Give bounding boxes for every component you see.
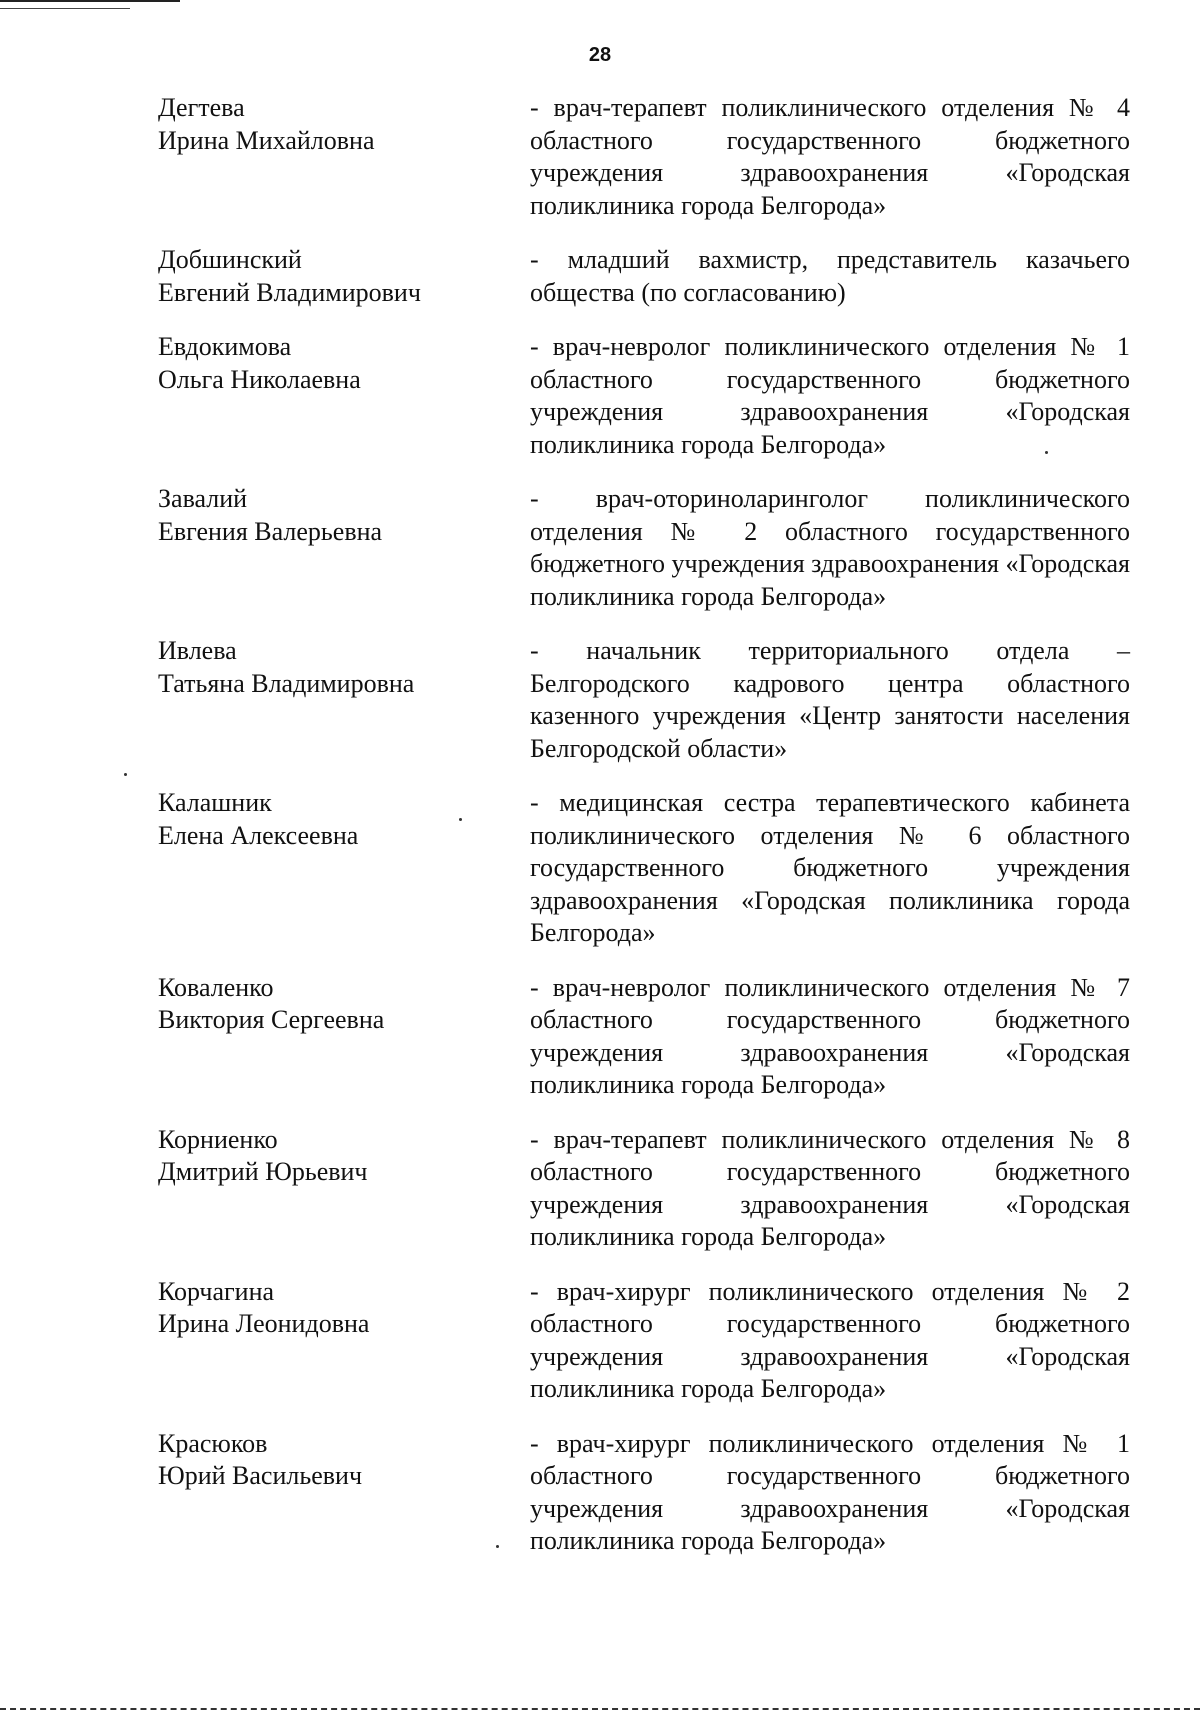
person-name (158, 1428, 528, 1558)
given-names: Татьяна Владимировна (158, 668, 415, 698)
person-name (158, 92, 528, 222)
person-name (158, 244, 528, 309)
scan-speck (496, 1545, 499, 1548)
scan-artifact-bottom-line (0, 1708, 1200, 1710)
given-names: Евгения Валерьевна (158, 516, 383, 546)
given-names: Ольга Николаевна (158, 364, 361, 394)
list-item (158, 1124, 1134, 1254)
position-description: - врач-хирург поликлинического отделения № 2 областного государственного бюджетного учреждения здравоохранения «Городская поликлиника города Белгорода» (530, 1276, 1130, 1403)
list-item (158, 1276, 1134, 1406)
person-name (158, 635, 528, 765)
surname: Калашник (158, 788, 272, 817)
position-description: - медицинская сестра терапевтического кабинета поликлинического отделения № 6 областного государственного бюджетного учреждения здравоохранения «Городская поликлиника города Белгорода» (530, 788, 1130, 947)
list-item (158, 972, 1134, 1102)
position-description: - врач-оториноларинголог поликлинического отделения № 2 областного государственного бюджетного учреждения здравоохранения «Городская поликлиника города Белгорода» (530, 484, 1130, 611)
page-number: 28 (588, 44, 612, 66)
scan-artifact-top-line (0, 0, 180, 2)
list-item (158, 244, 1134, 309)
person-name (158, 1276, 528, 1406)
person-name (158, 787, 528, 950)
position-description: - врач-хирург поликлинического отделения № 1 областного государственного бюджетного учреждения здравоохранения «Городская поликлиника города Белгорода» (530, 1428, 1130, 1555)
surname: Завалий (158, 484, 248, 513)
surname: Дегтева (158, 93, 245, 122)
person-name (158, 1124, 528, 1254)
surname: Корчагина (158, 1276, 275, 1306)
position-description: - младший вахмистр, представитель казачьего общества (по согласованию) (530, 245, 1130, 307)
given-names: Юрий Васильевич (158, 1461, 363, 1490)
position-description: - врач-невролог поликлинического отделения № 1 областного государственного бюджетного учреждения здравоохранения «Городская поликлиника города Белгорода» (530, 332, 1130, 459)
given-names: Виктория Сергеевна (158, 1005, 385, 1034)
position-description: - начальник территориального отдела – Белгородского кадрового центра областного казенного учреждения «Центр занятости населения Белгородской области» (530, 636, 1130, 763)
scan-artifact-top-line-short (0, 8, 130, 9)
given-names: Ирина Михайловна (158, 125, 375, 155)
scan-speck (1045, 451, 1048, 454)
list-item (158, 331, 1134, 461)
list-item (158, 1428, 1134, 1558)
scan-speck (124, 773, 127, 776)
list-item (158, 635, 1134, 765)
given-names: Елена Алексеевна (158, 820, 359, 850)
person-name (158, 483, 528, 613)
given-names: Евгений Владимирович (158, 277, 421, 307)
given-names: Ирина Леонидовна (158, 1309, 370, 1338)
surname: Евдокимова (158, 332, 292, 361)
position-description: - врач-терапевт поликлинического отделения № 4 областного государственного бюджетного учреждения здравоохранения «Городская поликлиника города Белгорода» (530, 93, 1130, 220)
surname: Коваленко (158, 972, 274, 1002)
position-description: - врач-терапевт поликлинического отделения № 8 областного государственного бюджетного учреждения здравоохранения «Городская поликлиника города Белгорода» (530, 1124, 1130, 1251)
given-names: Дмитрий Юрьевич (158, 1157, 368, 1186)
surname: Ивлева (158, 636, 237, 665)
list-item (158, 787, 1134, 950)
surname: Добшинский (158, 245, 302, 274)
list-item (158, 92, 1134, 222)
list-item (158, 483, 1134, 613)
surname: Корниенко (158, 1124, 278, 1154)
members-list (158, 92, 1134, 1580)
person-name (158, 972, 528, 1102)
scan-speck (459, 818, 462, 821)
position-description: - врач-невролог поликлинического отделения № 7 областного государственного бюджетного учреждения здравоохранения «Городская поликлиника города Белгорода» (530, 972, 1130, 1099)
surname: Красюков (158, 1428, 268, 1458)
person-name (158, 331, 528, 461)
